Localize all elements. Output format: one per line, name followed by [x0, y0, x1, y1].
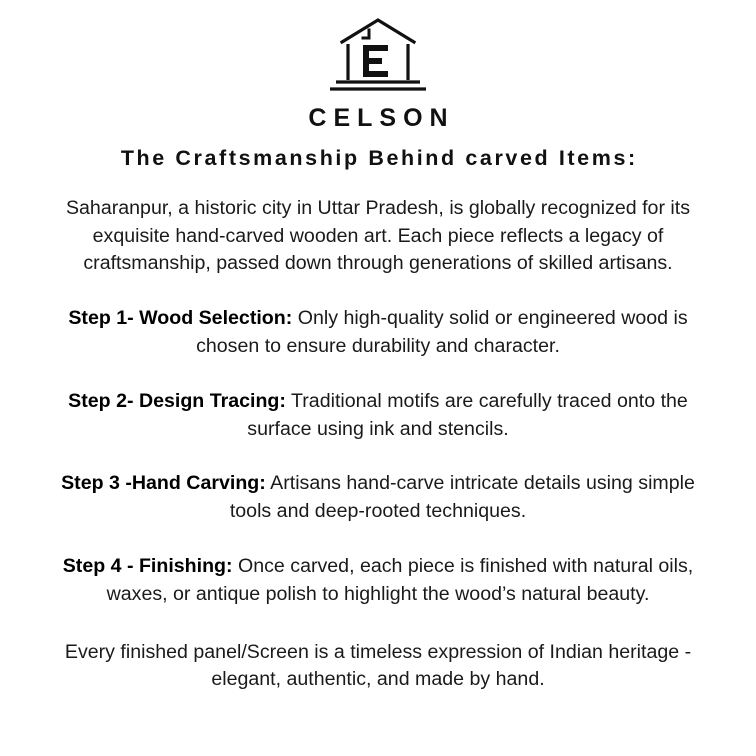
intro-paragraph: Saharanpur, a historic city in Uttar Pradesh, is globally recognized for its exquisite hand-carved wooden art. Each piece reflects a legacy of craftsmanship, passed down through generations of skilled artisans.	[65, 196, 691, 275]
step-text: Only high-quality solid or engineered wood is chosen to ensure durability and character.	[196, 307, 688, 357]
step-text: Traditional motifs are carefully traced onto the surface using ink and stencils.	[247, 389, 688, 440]
house-with-letter-c-logo	[322, 16, 434, 94]
step-text: Once carved, each piece is finished with natural oils, waxes, or antique polish to highlight the wood’s natural beauty.	[106, 555, 694, 605]
closing-paragraph: Every finished panel/Screen is a timeless expression of Indian heritage - elegant, authentic, and made by hand.	[64, 640, 692, 691]
step-label: Step 2- Design Tracing:	[68, 389, 286, 412]
step-item	[38, 305, 718, 361]
step-item	[38, 470, 718, 526]
step-label: Step 3 -Hand Carving:	[61, 472, 266, 495]
page-title: The Craftsmanship Behind carved Items:	[120, 146, 638, 170]
step-text: Artisans hand-carve intricate details using simple tools and deep-rooted techniques.	[229, 472, 695, 523]
step-label: Step 1- Wood Selection:	[68, 307, 293, 330]
step-label: Step 4 - Finishing:	[62, 555, 233, 578]
brand-name: CELSON	[308, 104, 455, 132]
brand-logo	[322, 16, 434, 94]
step-item	[38, 388, 718, 444]
step-item	[38, 553, 718, 609]
